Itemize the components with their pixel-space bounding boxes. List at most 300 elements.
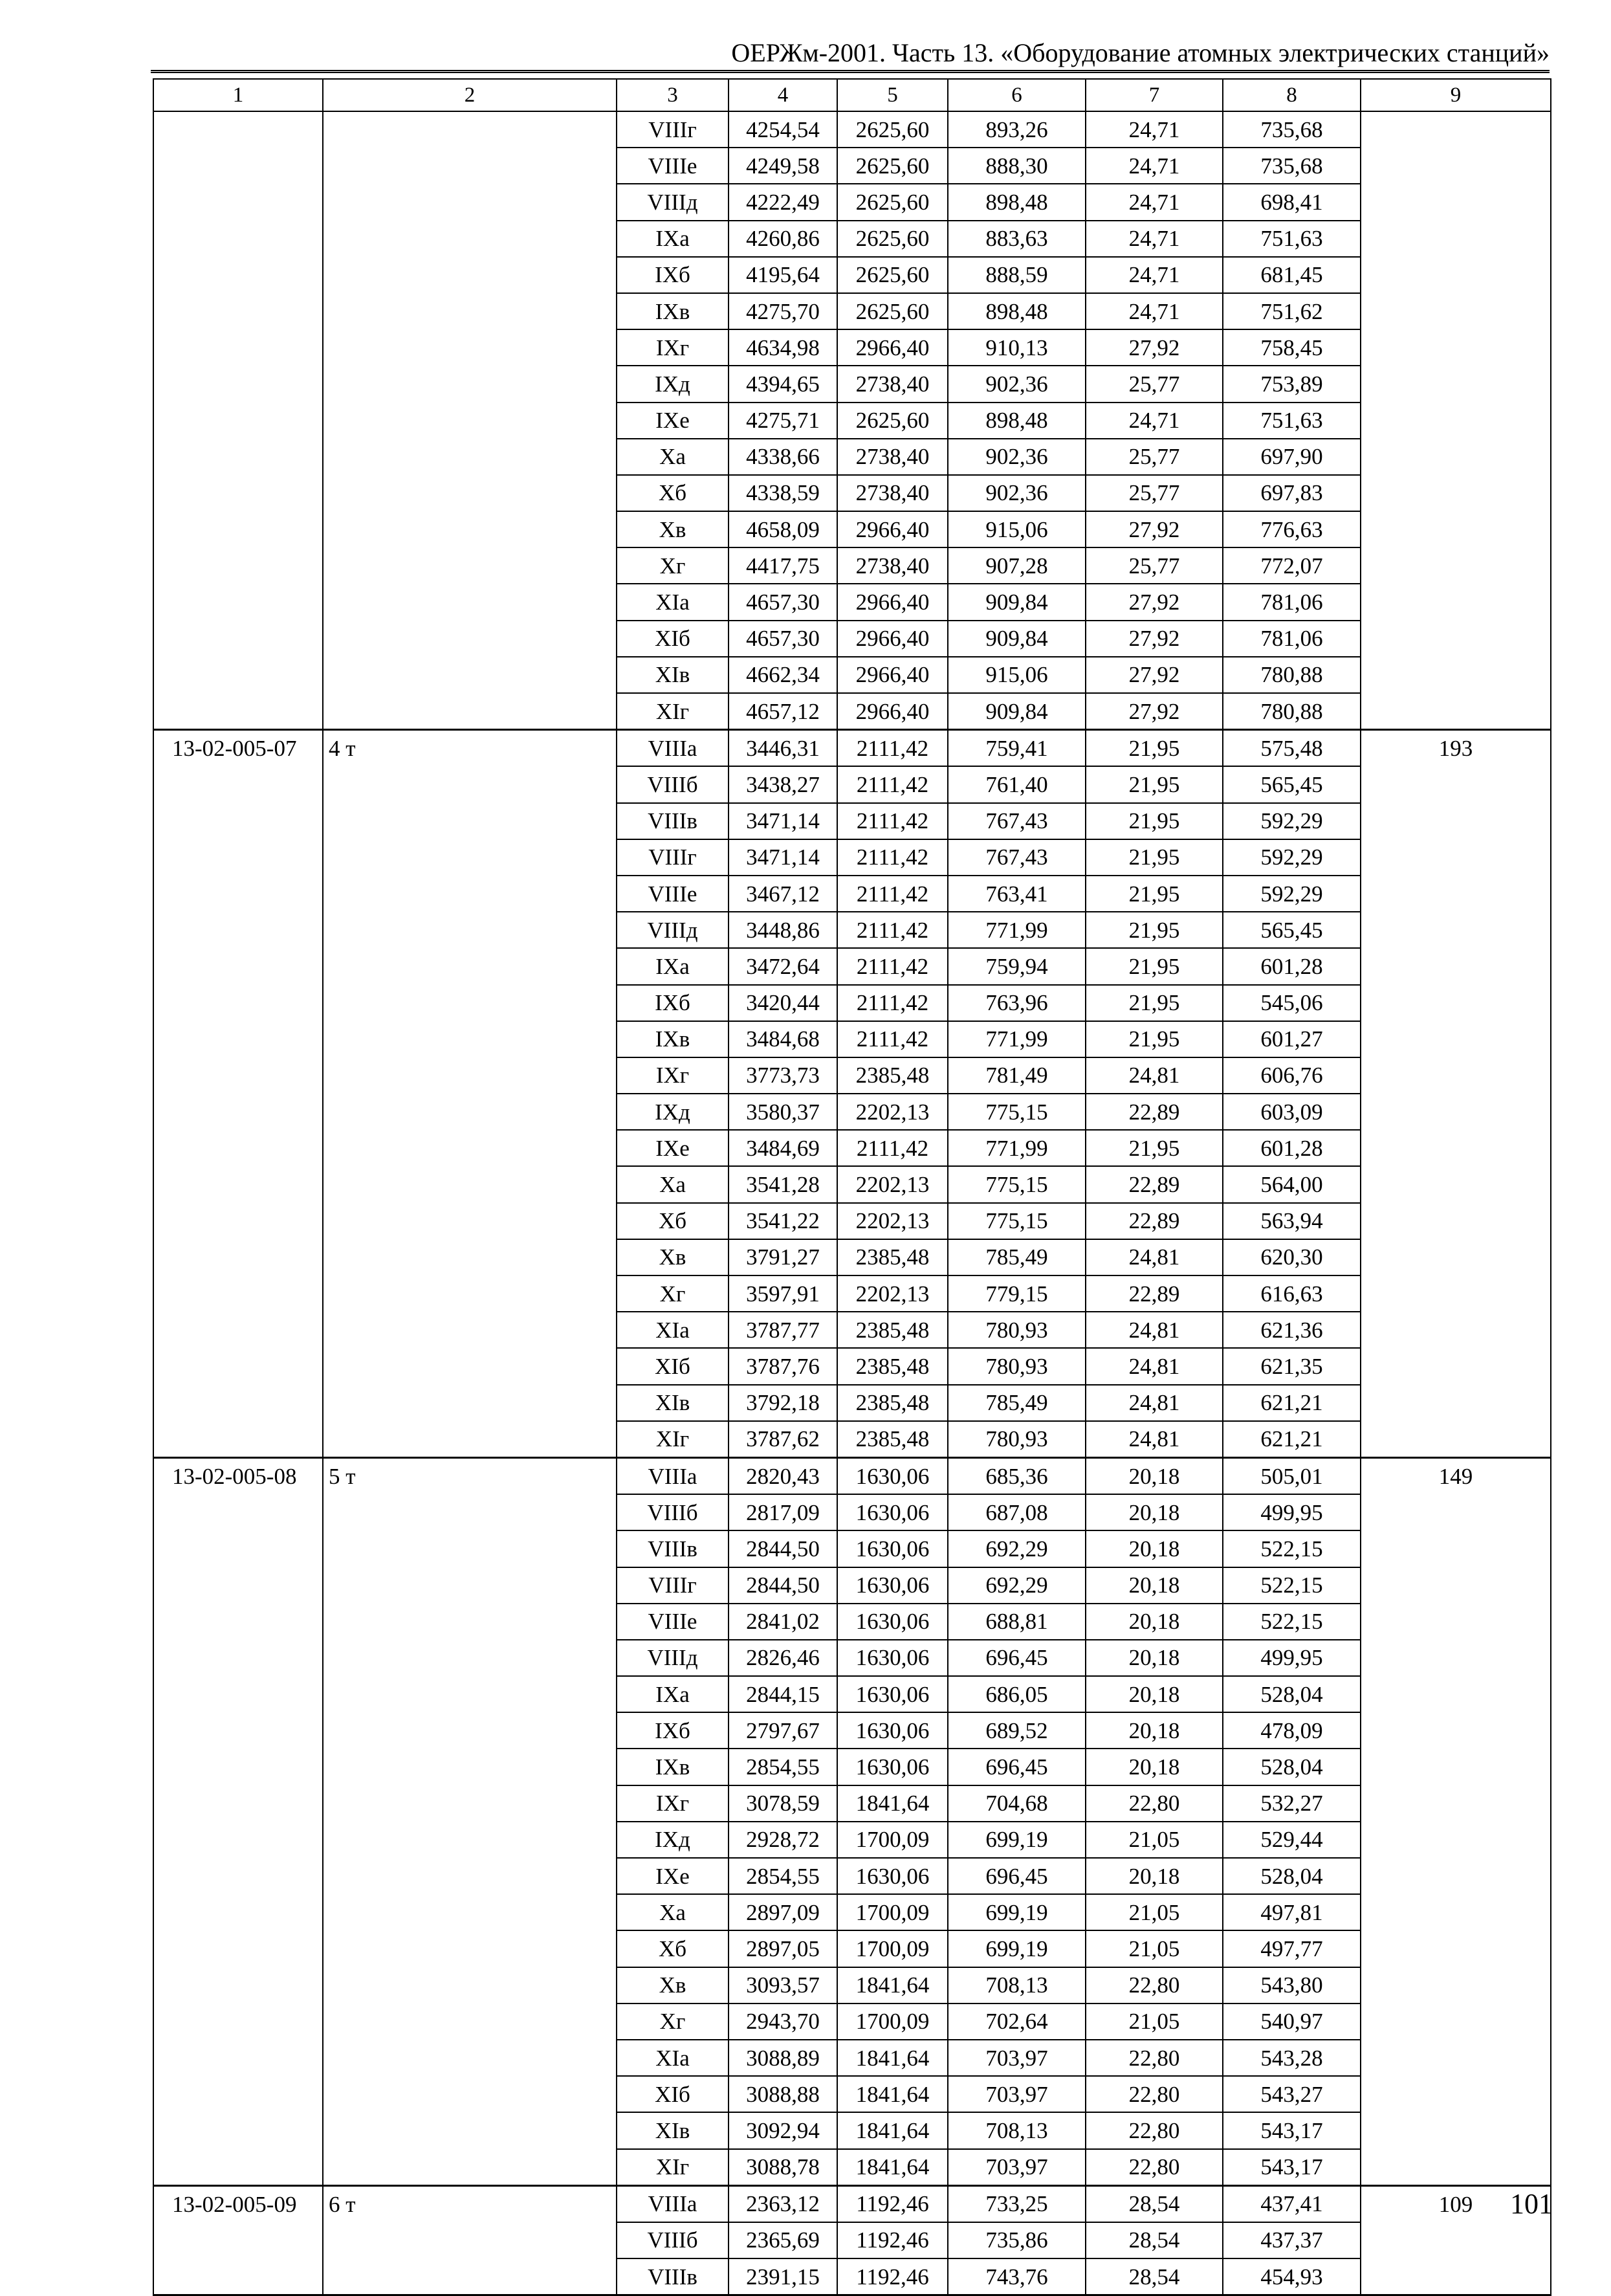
labor-cost-cell [1361, 1421, 1551, 1458]
resource-name-cell [323, 1749, 617, 1785]
labor-cost-cell [1361, 511, 1551, 547]
driver-wages-cell: 25,77 [1086, 439, 1223, 475]
driver-wages-cell: 20,18 [1086, 1858, 1223, 1894]
driver-wages-cell: 21,05 [1086, 1822, 1223, 1858]
labor-cost-cell [1361, 1604, 1551, 1640]
resource-name-cell: 5 т [323, 1457, 617, 1494]
machine-cost-cell: 915,06 [948, 511, 1086, 547]
materials-cell: 780,88 [1223, 657, 1361, 693]
materials-cell: 437,41 [1223, 2185, 1361, 2222]
materials-cell: 735,68 [1223, 111, 1361, 148]
wages-cell: 1630,06 [837, 1457, 948, 1494]
total-cost-cell: 2943,70 [729, 2003, 837, 2040]
materials-cell: 543,80 [1223, 1967, 1361, 2003]
resource-name-cell [323, 1094, 617, 1130]
driver-wages-cell: 22,89 [1086, 1166, 1223, 1202]
labor-cost-cell [1361, 584, 1551, 620]
driver-wages-cell: 27,92 [1086, 511, 1223, 547]
machine-cost-cell: 910,13 [948, 329, 1086, 366]
column-header: 9 [1361, 79, 1551, 111]
zone-cell: VIIIг [617, 111, 729, 148]
total-cost-cell: 3541,28 [729, 1166, 837, 1202]
resource-code-cell [153, 803, 323, 839]
machine-cost-cell: 909,84 [948, 584, 1086, 620]
driver-wages-cell: 20,18 [1086, 1604, 1223, 1640]
total-cost-cell: 4338,66 [729, 439, 837, 475]
materials-cell: 781,06 [1223, 621, 1361, 657]
resource-code-cell [153, 1385, 323, 1421]
resource-code-cell [153, 839, 323, 876]
labor-cost-cell [1361, 1930, 1551, 1967]
driver-wages-cell: 20,18 [1086, 1494, 1223, 1530]
labor-cost-cell [1361, 1858, 1551, 1894]
machine-cost-cell: 902,36 [948, 439, 1086, 475]
materials-cell: 603,09 [1223, 1094, 1361, 1130]
table-row [153, 985, 1551, 1021]
resource-code-cell [153, 1312, 323, 1348]
resource-code-cell [153, 1421, 323, 1458]
column-header: 7 [1086, 79, 1223, 111]
driver-wages-cell: 24,81 [1086, 1385, 1223, 1421]
labor-cost-cell [1361, 1094, 1551, 1130]
zone-cell: XIг [617, 693, 729, 730]
table-row [153, 657, 1551, 693]
table-row [153, 403, 1551, 439]
labor-cost-cell [1361, 1676, 1551, 1712]
total-cost-cell: 4249,58 [729, 148, 837, 184]
wages-cell: 2111,42 [837, 948, 948, 984]
driver-wages-cell: 21,95 [1086, 766, 1223, 802]
driver-wages-cell: 25,77 [1086, 547, 1223, 584]
materials-cell: 698,41 [1223, 184, 1361, 220]
total-cost-cell: 3471,14 [729, 839, 837, 876]
wages-cell: 2625,60 [837, 221, 948, 257]
zone-cell: VIIIб [617, 766, 729, 802]
table-body [153, 79, 1551, 2295]
materials-cell: 565,45 [1223, 912, 1361, 948]
machine-cost-cell: 703,97 [948, 2040, 1086, 2076]
machine-cost-cell: 883,63 [948, 221, 1086, 257]
table-row [153, 2076, 1551, 2112]
wages-cell: 2966,40 [837, 657, 948, 693]
resource-code-cell [153, 985, 323, 1021]
resource-code-cell [153, 1567, 323, 1604]
materials-cell: 616,63 [1223, 1275, 1361, 1312]
wages-cell: 2966,40 [837, 329, 948, 366]
table-row [153, 1057, 1551, 1094]
machine-cost-cell: 785,49 [948, 1239, 1086, 1275]
total-cost-cell: 2928,72 [729, 1822, 837, 1858]
labor-cost-cell [1361, 2112, 1551, 2148]
resource-name-cell [323, 184, 617, 220]
driver-wages-cell: 22,89 [1086, 1275, 1223, 1312]
resource-code-cell: 13-02-005-09 [153, 2185, 323, 2222]
zone-cell: IXд [617, 366, 729, 402]
resource-name-cell [323, 2222, 617, 2258]
table-row [153, 2112, 1551, 2148]
resource-name-cell [323, 257, 617, 293]
driver-wages-cell: 20,18 [1086, 1676, 1223, 1712]
resource-code-cell [153, 1749, 323, 1785]
table-row [153, 1275, 1551, 1312]
machine-cost-cell: 759,94 [948, 948, 1086, 984]
resource-name-cell [323, 693, 617, 730]
machine-cost-cell: 699,19 [948, 1822, 1086, 1858]
zone-cell: VIIIб [617, 2222, 729, 2258]
total-cost-cell: 3484,69 [729, 1130, 837, 1166]
machine-cost-cell: 780,93 [948, 1348, 1086, 1384]
labor-cost-cell [1361, 2040, 1551, 2076]
total-cost-cell: 2826,46 [729, 1640, 837, 1676]
labor-cost-cell [1361, 985, 1551, 1021]
total-cost-cell: 2391,15 [729, 2258, 837, 2295]
materials-cell: 601,27 [1223, 1021, 1361, 1057]
materials-cell: 565,45 [1223, 766, 1361, 802]
driver-wages-cell: 25,77 [1086, 475, 1223, 511]
resource-code-cell [153, 621, 323, 657]
resource-name-cell [323, 366, 617, 402]
machine-cost-cell: 888,59 [948, 257, 1086, 293]
driver-wages-cell: 22,80 [1086, 2149, 1223, 2186]
labor-cost-cell [1361, 1530, 1551, 1567]
zone-cell: IXе [617, 1858, 729, 1894]
machine-cost-cell: 704,68 [948, 1785, 1086, 1822]
materials-cell: 758,45 [1223, 329, 1361, 366]
table-row [153, 1640, 1551, 1676]
zone-cell: IXв [617, 293, 729, 329]
resource-name-cell [323, 329, 617, 366]
materials-cell: 563,94 [1223, 1203, 1361, 1239]
resource-name-cell [323, 111, 617, 148]
column-header: 2 [323, 79, 617, 111]
resource-code-cell [153, 1203, 323, 1239]
resource-name-cell [323, 1312, 617, 1348]
total-cost-cell: 2854,55 [729, 1749, 837, 1785]
labor-cost-cell [1361, 221, 1551, 257]
zone-cell: Xг [617, 2003, 729, 2040]
zone-cell: XIа [617, 584, 729, 620]
wages-cell: 2111,42 [837, 1130, 948, 1166]
driver-wages-cell: 20,18 [1086, 1530, 1223, 1567]
machine-cost-cell: 696,45 [948, 1749, 1086, 1785]
total-cost-cell: 4394,65 [729, 366, 837, 402]
table-row [153, 1822, 1551, 1858]
labor-cost-cell [1361, 1166, 1551, 1202]
driver-wages-cell: 24,71 [1086, 148, 1223, 184]
column-header: 1 [153, 79, 323, 111]
table-row [153, 366, 1551, 402]
resource-code-cell [153, 1712, 323, 1749]
zone-cell: IXв [617, 1021, 729, 1057]
total-cost-cell: 3088,89 [729, 2040, 837, 2076]
resource-code-cell [153, 1640, 323, 1676]
materials-cell: 437,37 [1223, 2222, 1361, 2258]
table-row [153, 1312, 1551, 1348]
table-row [153, 148, 1551, 184]
machine-cost-cell: 780,93 [948, 1312, 1086, 1348]
wages-cell: 1700,09 [837, 1822, 948, 1858]
driver-wages-cell: 21,95 [1086, 1130, 1223, 1166]
table-row [153, 111, 1551, 148]
table-row [153, 184, 1551, 220]
total-cost-cell: 2817,09 [729, 1494, 837, 1530]
zone-cell: Xг [617, 547, 729, 584]
materials-cell: 545,06 [1223, 985, 1361, 1021]
driver-wages-cell: 22,80 [1086, 1967, 1223, 2003]
resource-name-cell [323, 2040, 617, 2076]
machine-cost-cell: 767,43 [948, 803, 1086, 839]
machine-cost-cell: 902,36 [948, 366, 1086, 402]
driver-wages-cell: 24,81 [1086, 1421, 1223, 1458]
total-cost-cell: 4260,86 [729, 221, 837, 257]
table-row [153, 1676, 1551, 1712]
table-row [153, 221, 1551, 257]
resource-code-cell [153, 2222, 323, 2258]
resource-code-cell [153, 2149, 323, 2186]
wages-cell: 2202,13 [837, 1094, 948, 1130]
machine-cost-cell: 699,19 [948, 1930, 1086, 1967]
table-row [153, 912, 1551, 948]
labor-cost-cell [1361, 547, 1551, 584]
table-row [153, 293, 1551, 329]
total-cost-cell: 3420,44 [729, 985, 837, 1021]
machine-cost-cell: 780,93 [948, 1421, 1086, 1458]
table-row [153, 1094, 1551, 1130]
zone-cell: XIв [617, 1385, 729, 1421]
resource-name-cell [323, 2149, 617, 2186]
zone-cell: XIг [617, 2149, 729, 2186]
driver-wages-cell: 21,95 [1086, 730, 1223, 767]
labor-cost-cell [1361, 1712, 1551, 1749]
wages-cell: 1630,06 [837, 1676, 948, 1712]
materials-cell: 522,15 [1223, 1530, 1361, 1567]
labor-cost-cell [1361, 1239, 1551, 1275]
labor-cost-cell [1361, 876, 1551, 912]
resource-name-cell [323, 839, 617, 876]
labor-cost-cell [1361, 1494, 1551, 1530]
machine-cost-cell: 761,40 [948, 766, 1086, 802]
driver-wages-cell: 28,54 [1086, 2222, 1223, 2258]
wages-cell: 1841,64 [837, 2040, 948, 2076]
zone-cell: VIIIд [617, 184, 729, 220]
materials-cell: 497,81 [1223, 1894, 1361, 1930]
machine-cost-cell: 893,26 [948, 111, 1086, 148]
wages-cell: 1841,64 [837, 2076, 948, 2112]
zone-cell: IXе [617, 403, 729, 439]
table-row [153, 547, 1551, 584]
materials-cell: 522,15 [1223, 1567, 1361, 1604]
labor-cost-cell [1361, 1348, 1551, 1384]
wages-cell: 2625,60 [837, 293, 948, 329]
table-row [153, 1457, 1551, 1494]
resource-code-cell [153, 1604, 323, 1640]
total-cost-cell: 3092,94 [729, 2112, 837, 2148]
driver-wages-cell: 21,05 [1086, 2003, 1223, 2040]
resource-code-cell [153, 547, 323, 584]
labor-cost-cell [1361, 366, 1551, 402]
zone-cell: VIIIе [617, 876, 729, 912]
table-row [153, 1239, 1551, 1275]
materials-cell: 601,28 [1223, 1130, 1361, 1166]
total-cost-cell: 3541,22 [729, 1203, 837, 1239]
machine-cost-cell: 785,49 [948, 1385, 1086, 1421]
resource-name-cell [323, 1130, 617, 1166]
table-row [153, 1894, 1551, 1930]
table-row [153, 511, 1551, 547]
materials-cell: 697,83 [1223, 475, 1361, 511]
resource-code-cell [153, 366, 323, 402]
labor-cost-cell [1361, 1057, 1551, 1094]
resource-code-cell [153, 1676, 323, 1712]
resource-code-cell [153, 439, 323, 475]
materials-cell: 528,04 [1223, 1676, 1361, 1712]
wages-cell: 2738,40 [837, 547, 948, 584]
driver-wages-cell: 21,05 [1086, 1930, 1223, 1967]
wages-cell: 2385,48 [837, 1348, 948, 1384]
table-row [153, 2258, 1551, 2295]
machine-cost-cell: 781,49 [948, 1057, 1086, 1094]
labor-cost-cell [1361, 439, 1551, 475]
resource-code-cell [153, 2076, 323, 2112]
resource-name-cell [323, 1275, 617, 1312]
resource-name-cell [323, 2112, 617, 2148]
resource-code-cell [153, 1239, 323, 1275]
wages-cell: 2738,40 [837, 439, 948, 475]
machine-cost-cell: 779,15 [948, 1275, 1086, 1312]
resource-code-cell [153, 2258, 323, 2295]
resource-name-cell [323, 1057, 617, 1094]
resource-code-cell [153, 1348, 323, 1384]
resource-code-cell [153, 693, 323, 730]
driver-wages-cell: 20,18 [1086, 1457, 1223, 1494]
resource-name-cell [323, 584, 617, 620]
zone-cell: IXд [617, 1094, 729, 1130]
table-row [153, 1021, 1551, 1057]
resource-name-cell [323, 1930, 617, 1967]
resource-name-cell [323, 1894, 617, 1930]
total-cost-cell: 2365,69 [729, 2222, 837, 2258]
driver-wages-cell: 24,71 [1086, 221, 1223, 257]
page-number: 101 [1510, 2188, 1553, 2220]
driver-wages-cell: 28,54 [1086, 2258, 1223, 2295]
zone-cell: XIа [617, 2040, 729, 2076]
driver-wages-cell: 20,18 [1086, 1749, 1223, 1785]
materials-cell: 621,21 [1223, 1385, 1361, 1421]
total-cost-cell: 3787,77 [729, 1312, 837, 1348]
resource-name-cell [323, 1421, 617, 1458]
resource-name-cell [323, 2003, 617, 2040]
total-cost-cell: 3448,86 [729, 912, 837, 948]
resource-name-cell [323, 912, 617, 948]
wages-cell: 1630,06 [837, 1530, 948, 1567]
zone-cell: XIа [617, 1312, 729, 1348]
materials-cell: 529,44 [1223, 1822, 1361, 1858]
materials-cell: 454,93 [1223, 2258, 1361, 2295]
driver-wages-cell: 28,54 [1086, 2185, 1223, 2222]
zone-cell: XIб [617, 621, 729, 657]
table-row [153, 839, 1551, 876]
wages-cell: 1192,46 [837, 2222, 948, 2258]
resource-name-cell [323, 1239, 617, 1275]
resource-code-cell [153, 1967, 323, 2003]
wages-cell: 2111,42 [837, 985, 948, 1021]
zone-cell: XIб [617, 2076, 729, 2112]
materials-cell: 753,89 [1223, 366, 1361, 402]
table-row [153, 1967, 1551, 2003]
labor-cost-cell [1361, 2076, 1551, 2112]
wages-cell: 2202,13 [837, 1166, 948, 1202]
total-cost-cell: 4338,59 [729, 475, 837, 511]
driver-wages-cell: 22,80 [1086, 2112, 1223, 2148]
total-cost-cell: 3484,68 [729, 1021, 837, 1057]
resource-name-cell [323, 657, 617, 693]
column-header: 3 [617, 79, 729, 111]
resource-code-cell [153, 184, 323, 220]
labor-cost-cell [1361, 2258, 1551, 2295]
wages-cell: 1841,64 [837, 2149, 948, 2186]
wages-cell: 2966,40 [837, 621, 948, 657]
zone-cell: IXб [617, 985, 729, 1021]
wages-cell: 1630,06 [837, 1494, 948, 1530]
table-row [153, 1130, 1551, 1166]
labor-cost-cell [1361, 1021, 1551, 1057]
resource-name-cell [323, 766, 617, 802]
machine-cost-cell: 703,97 [948, 2149, 1086, 2186]
column-header: 5 [837, 79, 948, 111]
zone-cell: Xв [617, 1967, 729, 2003]
resource-name-cell: 4 т [323, 730, 617, 767]
wages-cell: 2625,60 [837, 184, 948, 220]
resource-code-cell [153, 403, 323, 439]
zone-cell: Xг [617, 1275, 729, 1312]
resource-name-cell [323, 221, 617, 257]
resource-name-cell [323, 876, 617, 912]
table-row [153, 439, 1551, 475]
column-number-row [153, 79, 1551, 111]
machine-cost-cell: 907,28 [948, 547, 1086, 584]
resource-name-cell [323, 1021, 617, 1057]
wages-cell: 2111,42 [837, 766, 948, 802]
zone-cell: IXг [617, 1785, 729, 1822]
materials-cell: 575,48 [1223, 730, 1361, 767]
zone-cell: IXе [617, 1130, 729, 1166]
labor-cost-cell [1361, 111, 1551, 148]
wages-cell: 2966,40 [837, 511, 948, 547]
machine-cost-cell: 902,36 [948, 475, 1086, 511]
machine-cost-cell: 909,84 [948, 621, 1086, 657]
wages-cell: 2111,42 [837, 912, 948, 948]
driver-wages-cell: 21,95 [1086, 912, 1223, 948]
table-row [153, 257, 1551, 293]
table-row [153, 1494, 1551, 1530]
table-row [153, 584, 1551, 620]
resource-name-cell [323, 293, 617, 329]
zone-cell: VIIIв [617, 803, 729, 839]
labor-cost-cell [1361, 1967, 1551, 2003]
driver-wages-cell: 21,95 [1086, 948, 1223, 984]
zone-cell: Xб [617, 1930, 729, 1967]
machine-cost-cell: 888,30 [948, 148, 1086, 184]
labor-cost-cell [1361, 293, 1551, 329]
materials-cell: 497,77 [1223, 1930, 1361, 1967]
machine-cost-cell: 915,06 [948, 657, 1086, 693]
table-row [153, 1785, 1551, 1822]
driver-wages-cell: 20,18 [1086, 1640, 1223, 1676]
machine-cost-cell: 702,64 [948, 2003, 1086, 2040]
resource-name-cell [323, 148, 617, 184]
resource-code-cell [153, 2040, 323, 2076]
driver-wages-cell: 25,77 [1086, 366, 1223, 402]
